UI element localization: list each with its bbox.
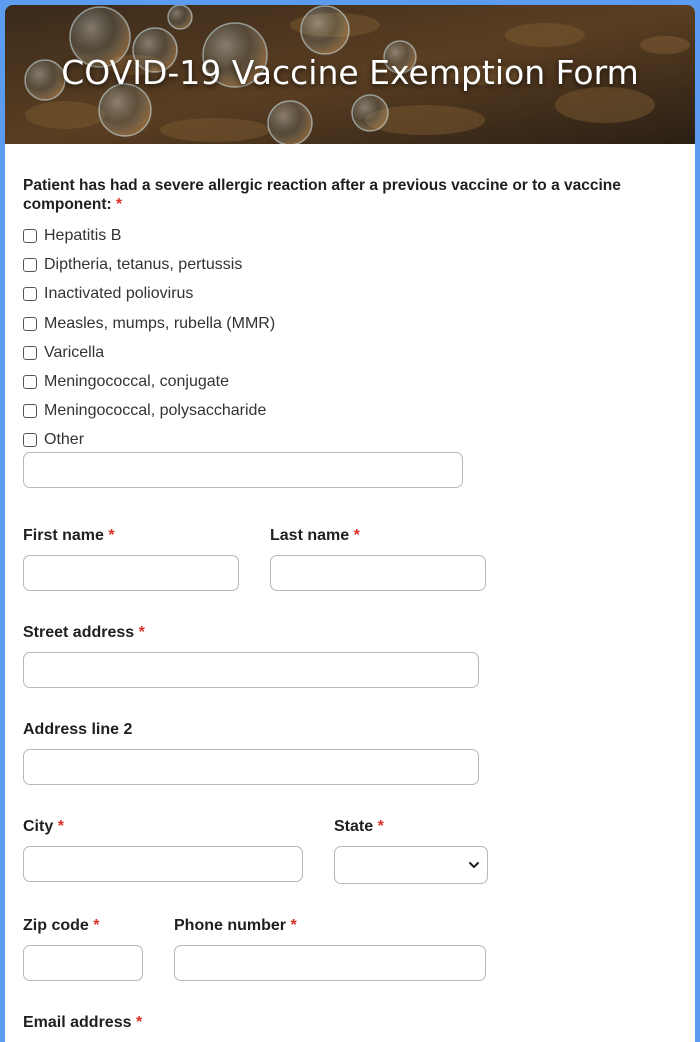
checkbox-option-meningococcal-polysaccharide[interactable] xyxy=(23,401,266,421)
required-mark: * xyxy=(135,1014,143,1031)
required-mark: * xyxy=(290,917,297,934)
email-address-label xyxy=(23,1014,142,1032)
other-allergy-input[interactable] xyxy=(23,452,463,488)
required-mark: * xyxy=(377,818,384,835)
phone-number-input[interactable] xyxy=(174,945,486,981)
first-name-label xyxy=(23,527,115,545)
required-mark: * xyxy=(108,527,115,544)
checkbox-option-label: Meningococcal, conjugate xyxy=(44,373,230,390)
form-container xyxy=(5,5,695,1042)
required-mark: * xyxy=(353,527,360,544)
phone-number-label-text: Phone number xyxy=(174,917,287,934)
first-name-input[interactable] xyxy=(23,555,239,591)
required-mark: * xyxy=(116,196,123,213)
checkbox-icon[interactable] xyxy=(23,433,37,447)
city-label-text: City xyxy=(23,818,54,835)
checkbox-option-label: Diptheria, tetanus, pertussis xyxy=(44,256,243,273)
street-address-label xyxy=(23,624,145,642)
street-address-input[interactable] xyxy=(23,652,479,688)
address-line-2-input[interactable] xyxy=(23,749,479,785)
checkbox-icon[interactable] xyxy=(23,229,37,243)
state-label xyxy=(334,818,384,836)
checkbox-option-label: Meningococcal, polysaccharide xyxy=(44,402,267,419)
checkbox-option-hepatitis-b[interactable] xyxy=(23,226,121,246)
city-input[interactable] xyxy=(23,846,303,882)
last-name-label-text: Last name xyxy=(270,527,350,544)
checkbox-option-other[interactable] xyxy=(23,430,84,450)
phone-number-label xyxy=(174,917,297,935)
city-label xyxy=(23,818,64,836)
checkbox-icon[interactable] xyxy=(23,317,37,331)
allergy-question-label xyxy=(23,176,633,214)
checkbox-option-label: Hepatitis B xyxy=(44,227,122,244)
checkbox-option-poliovirus[interactable] xyxy=(23,284,193,304)
checkbox-option-label: Measles, mumps, rubella (MMR) xyxy=(44,315,276,332)
checkbox-icon[interactable] xyxy=(23,375,37,389)
email-address-label-text: Email address xyxy=(23,1014,132,1031)
checkbox-icon[interactable] xyxy=(23,287,37,301)
form-title: COVID-19 Vaccine Exemption Form xyxy=(61,53,639,92)
address-line-2-label-text: Address line 2 xyxy=(23,721,133,738)
checkbox-option-label: Other xyxy=(44,431,85,448)
required-mark: * xyxy=(138,624,145,641)
state-select[interactable] xyxy=(334,846,488,884)
required-mark: * xyxy=(93,917,100,934)
last-name-input[interactable] xyxy=(270,555,486,591)
zip-code-label xyxy=(23,917,99,935)
form-header xyxy=(5,5,695,144)
checkbox-option-meningococcal-conjugate[interactable] xyxy=(23,372,229,392)
required-mark: * xyxy=(57,818,64,835)
checkbox-icon[interactable] xyxy=(23,346,37,360)
street-address-label-text: Street address xyxy=(23,624,135,641)
zip-code-input[interactable] xyxy=(23,945,143,981)
checkbox-option-diptheria[interactable] xyxy=(23,255,242,275)
checkbox-option-mmr[interactable] xyxy=(23,314,275,334)
checkbox-option-varicella[interactable] xyxy=(23,343,104,363)
checkbox-option-label: Varicella xyxy=(44,344,105,361)
checkbox-option-label: Inactivated poliovirus xyxy=(44,285,194,302)
chevron-down-icon xyxy=(467,858,481,872)
checkbox-icon[interactable] xyxy=(23,404,37,418)
state-label-text: State xyxy=(334,818,374,835)
zip-code-label-text: Zip code xyxy=(23,917,89,934)
checkbox-icon[interactable] xyxy=(23,258,37,272)
address-line-2-label xyxy=(23,721,132,739)
allergy-question-text: Patient has had a severe allergic reaction after a previous vaccine or to a vaccine component: xyxy=(23,177,621,213)
last-name-label xyxy=(270,527,360,545)
first-name-label-text: First name xyxy=(23,527,104,544)
